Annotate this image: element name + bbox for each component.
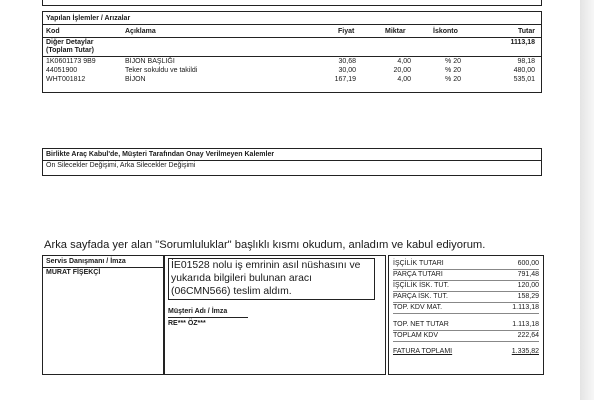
advisor-label: Servis Danışmanı / İmza — [46, 258, 126, 265]
total-value: 120,00 — [517, 282, 539, 289]
cell-aciklama: BİJON BAŞLIĞI — [125, 58, 175, 65]
divider — [43, 267, 163, 268]
table-row — [43, 58, 541, 66]
total-row — [393, 281, 539, 292]
total-value: 1.113,18 — [512, 304, 539, 311]
unapproved-items-box — [42, 148, 542, 176]
cell-fiyat: 30,68 — [338, 58, 356, 65]
customer-name: RE*** ÖZ*** — [168, 320, 206, 327]
grand-total-label: FATURA TOPLAMI — [393, 348, 453, 355]
total-label: PARÇA İSK. TUT. — [393, 293, 448, 300]
total-row — [393, 259, 539, 270]
divider — [43, 37, 541, 38]
total-row — [393, 331, 539, 342]
total-label: TOP. NET TUTAR — [393, 321, 449, 328]
page-shadow — [580, 0, 594, 400]
total-label: TOPLAM KDV — [393, 332, 438, 339]
cell-tutar: 480,00 — [513, 67, 535, 74]
cell-tutar: 535,01 — [513, 76, 535, 83]
total-row — [393, 292, 539, 303]
operations-box — [42, 11, 542, 93]
unapproved-text: Ön Silecekler Değişimi, Arka Silecekler Değişimi — [46, 162, 196, 169]
cell-fiyat: 167,19 — [334, 76, 356, 83]
total-row — [393, 303, 539, 314]
cell-iskonto: % 20 — [445, 67, 461, 74]
col-header-iskonto: İskonto — [433, 28, 458, 35]
service-advisor-box — [42, 255, 164, 375]
cell-aciklama: Teker sokuldu ve takildi — [125, 67, 198, 74]
operations-title: Yapılan İşlemler / Arızalar — [46, 15, 131, 22]
cell-miktar: 20,00 — [393, 67, 411, 74]
delivery-line-3: (06CMN566) teslim aldım. — [171, 286, 292, 297]
col-header-fiyat: Fiyat — [338, 28, 355, 35]
col-header-kod: Kod — [46, 28, 60, 35]
table-row — [43, 67, 541, 75]
total-label: PARÇA TUTARI — [393, 271, 443, 278]
col-header-miktar: Miktar — [385, 28, 406, 35]
billing-address-title — [46, 0, 91, 1]
total-row — [393, 320, 539, 331]
total-label: İŞÇİLİK TUTARI — [393, 260, 444, 267]
cell-iskonto: % 20 — [445, 76, 461, 83]
divider — [43, 160, 541, 161]
totals-box — [388, 255, 544, 375]
table-row — [43, 76, 541, 84]
delivery-line-2: yukarıda bilgileri bulunan aracı — [171, 273, 312, 284]
cell-iskonto: % 20 — [445, 58, 461, 65]
divider — [168, 317, 248, 318]
cell-kod: WHT001812 — [46, 76, 86, 83]
cell-fiyat: 30,00 — [338, 67, 356, 74]
group-total: 1113,18 — [510, 39, 535, 46]
advisor-name: MURAT FİŞEKÇİ — [46, 269, 101, 276]
total-label: İŞÇİLİK İSK. TUT. — [393, 282, 449, 289]
billing-address-box — [42, 0, 542, 6]
grand-total-row — [393, 347, 539, 357]
customer-label: Müşteri Adı / İmza — [168, 308, 228, 315]
total-value: 791,48 — [517, 271, 539, 278]
divider — [43, 24, 541, 25]
cell-tutar: 98,18 — [517, 58, 535, 65]
divider — [43, 56, 541, 57]
col-header-tutar: Tutar — [518, 28, 535, 35]
total-label: TOP. KDV MAT. — [393, 304, 443, 311]
delivery-line-1: İE01528 nolu iş emrinin asıl nüshasını ve — [171, 260, 361, 271]
cell-kod: 44051900 — [46, 67, 78, 74]
delivery-text-frame — [168, 258, 375, 300]
total-value: 222,64 — [517, 332, 539, 339]
unapproved-title: Birlikte Araç Kabul'de, Müşteri Tarafından Onay Verilmeyen Kalemler — [46, 151, 275, 158]
cell-miktar: 4,00 — [397, 76, 411, 83]
delivery-box — [164, 255, 386, 375]
total-value: 600,00 — [517, 260, 539, 267]
cell-miktar: 4,00 — [397, 58, 411, 65]
grand-total-value: 1.335,82 — [511, 348, 539, 355]
acknowledgement-statement: Arka sayfada yer alan "Sorumluluklar" başlıklı kısmı okudum, anladım ve kabul ediyorum. — [44, 239, 486, 251]
total-value: 158,29 — [517, 293, 539, 300]
cell-kod: 1K0601173 9B9 — [46, 58, 96, 65]
col-header-aciklama: Açıklama — [125, 28, 156, 35]
group-label-1: Diğer Detaylar — [46, 39, 94, 46]
group-label-2: (Toplam Tutar) — [46, 47, 94, 54]
cell-aciklama: BİJON — [125, 76, 146, 83]
total-row — [393, 270, 539, 281]
total-value: 1.113,18 — [512, 321, 539, 328]
